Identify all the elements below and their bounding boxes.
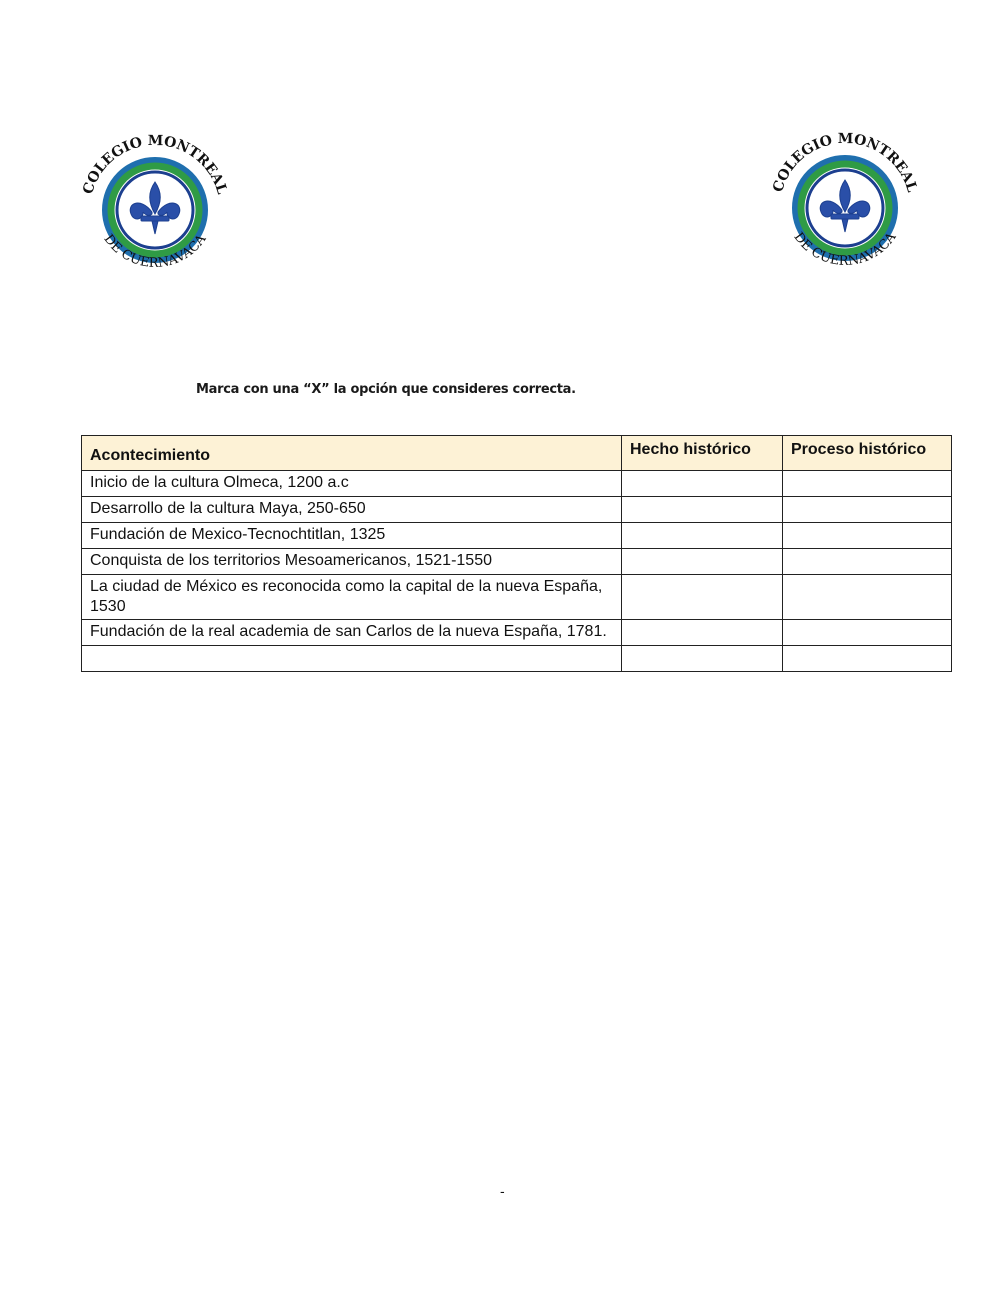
footer-mark: - — [500, 1183, 505, 1199]
hecho-checkbox-cell[interactable] — [622, 620, 783, 646]
table-row — [82, 575, 952, 620]
hecho-checkbox-cell[interactable] — [622, 471, 783, 497]
table-row — [82, 523, 952, 549]
hecho-checkbox-cell[interactable] — [622, 549, 783, 575]
event-cell: Fundación de Mexico-Tecnochtitlan, 1325 — [82, 523, 622, 549]
event-cell: La ciudad de México es reconocida como la capital de la nueva España, 1530 — [82, 575, 622, 620]
svg-text:COLEGIO MONTREAL: COLEGIO MONTREAL — [80, 132, 230, 197]
header-acontecimiento: Acontecimiento — [82, 436, 622, 471]
instruction-text: Marca con una “X” la opción que consideres correcta. — [196, 382, 576, 397]
table-row — [82, 646, 952, 672]
svg-text:COLEGIO MONTREAL: COLEGIO MONTREAL — [770, 130, 920, 195]
proceso-checkbox-cell[interactable] — [783, 575, 952, 620]
table-row — [82, 497, 952, 523]
event-cell — [82, 646, 622, 672]
proceso-checkbox-cell[interactable] — [783, 497, 952, 523]
hecho-checkbox-cell[interactable] — [622, 497, 783, 523]
table-row — [82, 549, 952, 575]
svg-text:DE CUERNAVACA: DE CUERNAVACA — [100, 231, 210, 271]
hecho-checkbox-cell[interactable] — [622, 575, 783, 620]
proceso-checkbox-cell[interactable] — [783, 549, 952, 575]
hecho-checkbox-cell[interactable] — [622, 646, 783, 672]
hecho-checkbox-cell[interactable] — [622, 523, 783, 549]
school-seal-icon — [80, 130, 230, 290]
table-row — [82, 471, 952, 497]
event-cell: Conquista de los territorios Mesoamericanos, 1521-1550 — [82, 549, 622, 575]
header-hecho-historico: Hecho histórico — [622, 436, 783, 471]
events-table — [81, 435, 952, 672]
school-logo-right — [770, 128, 920, 288]
proceso-checkbox-cell[interactable] — [783, 471, 952, 497]
event-cell: Desarrollo de la cultura Maya, 250-650 — [82, 497, 622, 523]
event-cell: Fundación de la real academia de san Carlos de la nueva España, 1781. — [82, 620, 622, 646]
event-cell: Inicio de la cultura Olmeca, 1200 a.c — [82, 471, 622, 497]
proceso-checkbox-cell[interactable] — [783, 646, 952, 672]
header-proceso-historico: Proceso histórico — [783, 436, 952, 471]
proceso-checkbox-cell[interactable] — [783, 523, 952, 549]
svg-text:DE CUERNAVACA: DE CUERNAVACA — [790, 229, 900, 269]
table-row — [82, 620, 952, 646]
school-seal-icon — [770, 128, 920, 288]
table-header-row — [82, 436, 952, 471]
proceso-checkbox-cell[interactable] — [783, 620, 952, 646]
school-logo-left — [80, 130, 230, 290]
